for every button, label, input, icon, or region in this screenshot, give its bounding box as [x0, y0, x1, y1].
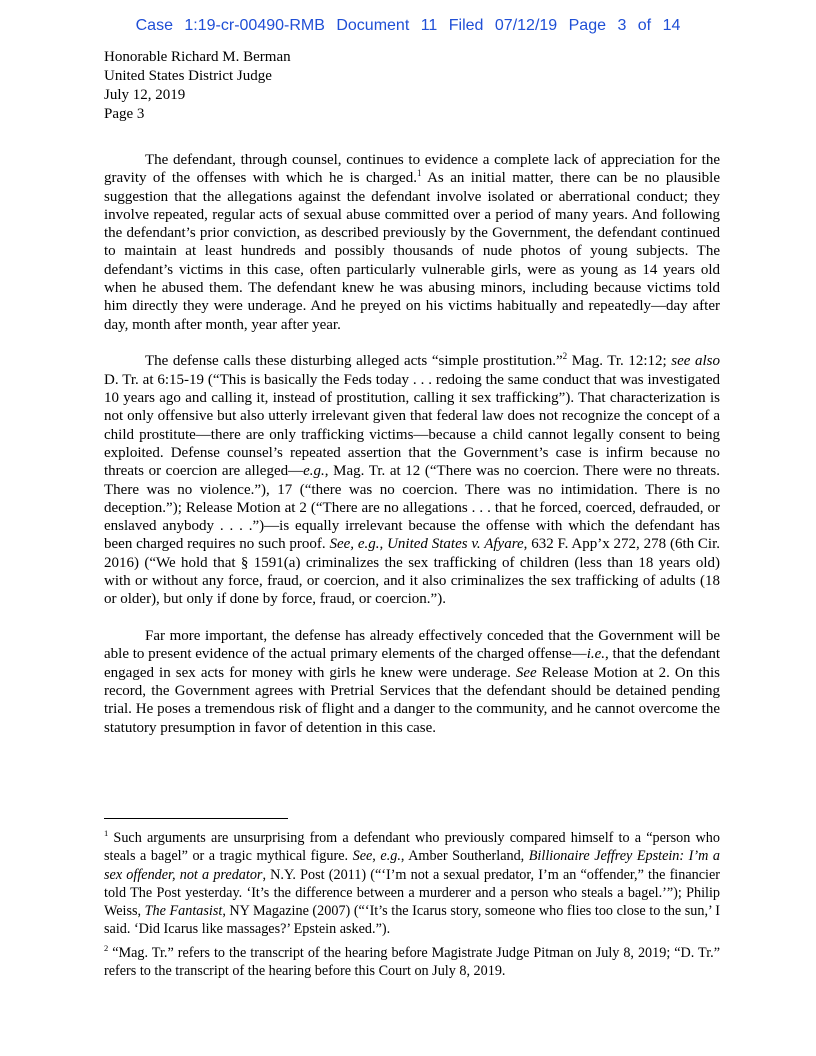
text-run: , Mag. Tr. at 12 (“There was no coercion. There were no threats. There was no violence.”), 17 (“there was no coercion. There was no intimidation. There is no deception.”); Release Motion at 2 (“There are no allegations . . . that he forced, coerced, defrauded, or enslaved anybody . . . .”)—is equally irrelevant because the offense with which the defendant has been charged requires no such proof.	[104, 463, 720, 553]
text-run: , Amber Southerland,	[400, 848, 529, 865]
footnote	[104, 944, 720, 981]
footnote-marker: 2	[562, 351, 568, 362]
letter-date: July 12, 2019	[104, 87, 186, 103]
italic-text: See	[515, 664, 537, 681]
text-run: “Mag. Tr.” refers to the transcript of the hearing before Magistrate Judge Pitman on July 8, 2019; “D. Tr.” refers to the transcript of the hearing before this Court on July 8, 2019.	[104, 944, 720, 980]
text-run: D. Tr. at 6:15-19 (“This is basically the Feds today . . . redoing the same conduct that was investigated 10 years ago and calling it, instead of prostitution, calling it sex trafficking”). That characterization is not only offensive but also utterly irrelevant given that federal law does not recognize the concept of a child prostitute—there are only trafficking victims—because a child cannot legally consent to being exploited. Defense counsel’s repeated assertion that the Government’s case is infirm because no threats or coercion are alleged—	[104, 371, 720, 480]
footnote-marker: 2	[104, 942, 109, 953]
footnote-marker: 1	[104, 828, 109, 838]
italic-text: e.g.	[380, 848, 401, 865]
text-run: , 632 F. App’x 272, 278 (6th Cir. 2016) (“We hold that § 1591(a) criminalizes the sex trafficking of children (less than 18 years old) with or without any force, fraud, or coercion, and it also criminalizes the sex trafficking of adults (18 or older), but only if done by force, fraud, or coercion.”).	[104, 536, 721, 608]
body-paragraph	[104, 627, 720, 737]
text-run: The defense calls these disturbing alleged acts “simple prostitution.”	[145, 353, 563, 370]
text-run: , that the defendant engaged in sex acts for money with girls he knew were underage.	[104, 646, 720, 681]
italic-text: The Fantasist	[144, 903, 223, 920]
addressee-name: Honorable Richard M. Berman	[104, 49, 291, 65]
footnotes	[104, 829, 720, 985]
text-run: ,	[372, 848, 381, 865]
text-run: Such arguments are unsurprising from a defendant who previously compared himself to a “person who steals a bagel” or a tragic mythical figure.	[104, 830, 720, 865]
footnote-marker: 1	[416, 168, 422, 179]
footnote-divider	[104, 818, 288, 819]
letter-body	[104, 151, 720, 755]
italic-text: i.e.	[586, 646, 606, 663]
italic-text: See	[352, 848, 373, 865]
italic-text: United States v. Afyare	[387, 536, 524, 553]
italic-text: e.g.	[303, 463, 325, 480]
body-paragraph	[104, 352, 720, 608]
italic-text: see also	[671, 353, 720, 370]
addressee-title: United States District Judge	[104, 68, 272, 84]
text-run: The defendant, through counsel, continues to evidence a complete lack of appreciation for the gravity of the offenses with which he is charged.	[104, 152, 720, 187]
ecf-header-stamp: Case 1:19-cr-00490-RMB Document 11 Filed 07/12/19 Page 3 of 14	[135, 17, 681, 34]
page-label: Page 3	[104, 106, 145, 122]
footnote	[104, 829, 720, 939]
body-paragraph	[104, 151, 720, 334]
addressee-block	[104, 48, 291, 124]
text-run: , NY Magazine (2007) (“‘It’s the Icarus story, someone who flies too close to the sun,’ I said. ‘Did Icarus like massages?’ Epstein asked.”).	[104, 903, 720, 938]
text-run: Release Motion at 2. On this record, the Government agrees with Pretrial Services that the defendant should be detained pending trial. He poses a tremendous risk of flight and a danger to the community, and he cannot overcome the statutory presumption in favor of detention in this case.	[104, 664, 720, 736]
text-run: , N.Y. Post (2011) (“‘I’m not a sexual predator, I’m an “offender,” the financier told The Post yesterday. ‘It’s the difference between a murderer and a person who steals a bagel.’”); Philip Weiss,	[104, 866, 720, 920]
italic-text: Billionaire Jeffrey Epstein: I’m a sex offender, not a predator	[104, 848, 720, 883]
text-run: Mag. Tr. 12:12;	[567, 353, 672, 370]
text-run: As an initial matter, there can be no plausible suggestion that the allegations against the defendant involve isolated or aberrational conduct; they involve repeated, regular acts of sexual abuse committed over a period of many years. And following the defendant’s prior conviction, as described previously by the Government, the defendant continued to maintain at least hundreds and possibly thousands of nude photos of young subjects. The defendant’s victims in this case, often particularly vulnerable girls, were as young as 14 years old when he abused them. The defendant knew he was abusing minors, including because victims told him directly they were underage. And he preyed on his victims habitually and repeatedly—day after day, month after month, year after year.	[104, 170, 720, 333]
italic-text: See, e.g.	[329, 536, 380, 553]
text-run: ,	[379, 536, 388, 553]
text-run: Far more important, the defense has already effectively conceded that the Government will be able to present evidence of the actual primary elements of the charged offense—	[104, 628, 720, 663]
